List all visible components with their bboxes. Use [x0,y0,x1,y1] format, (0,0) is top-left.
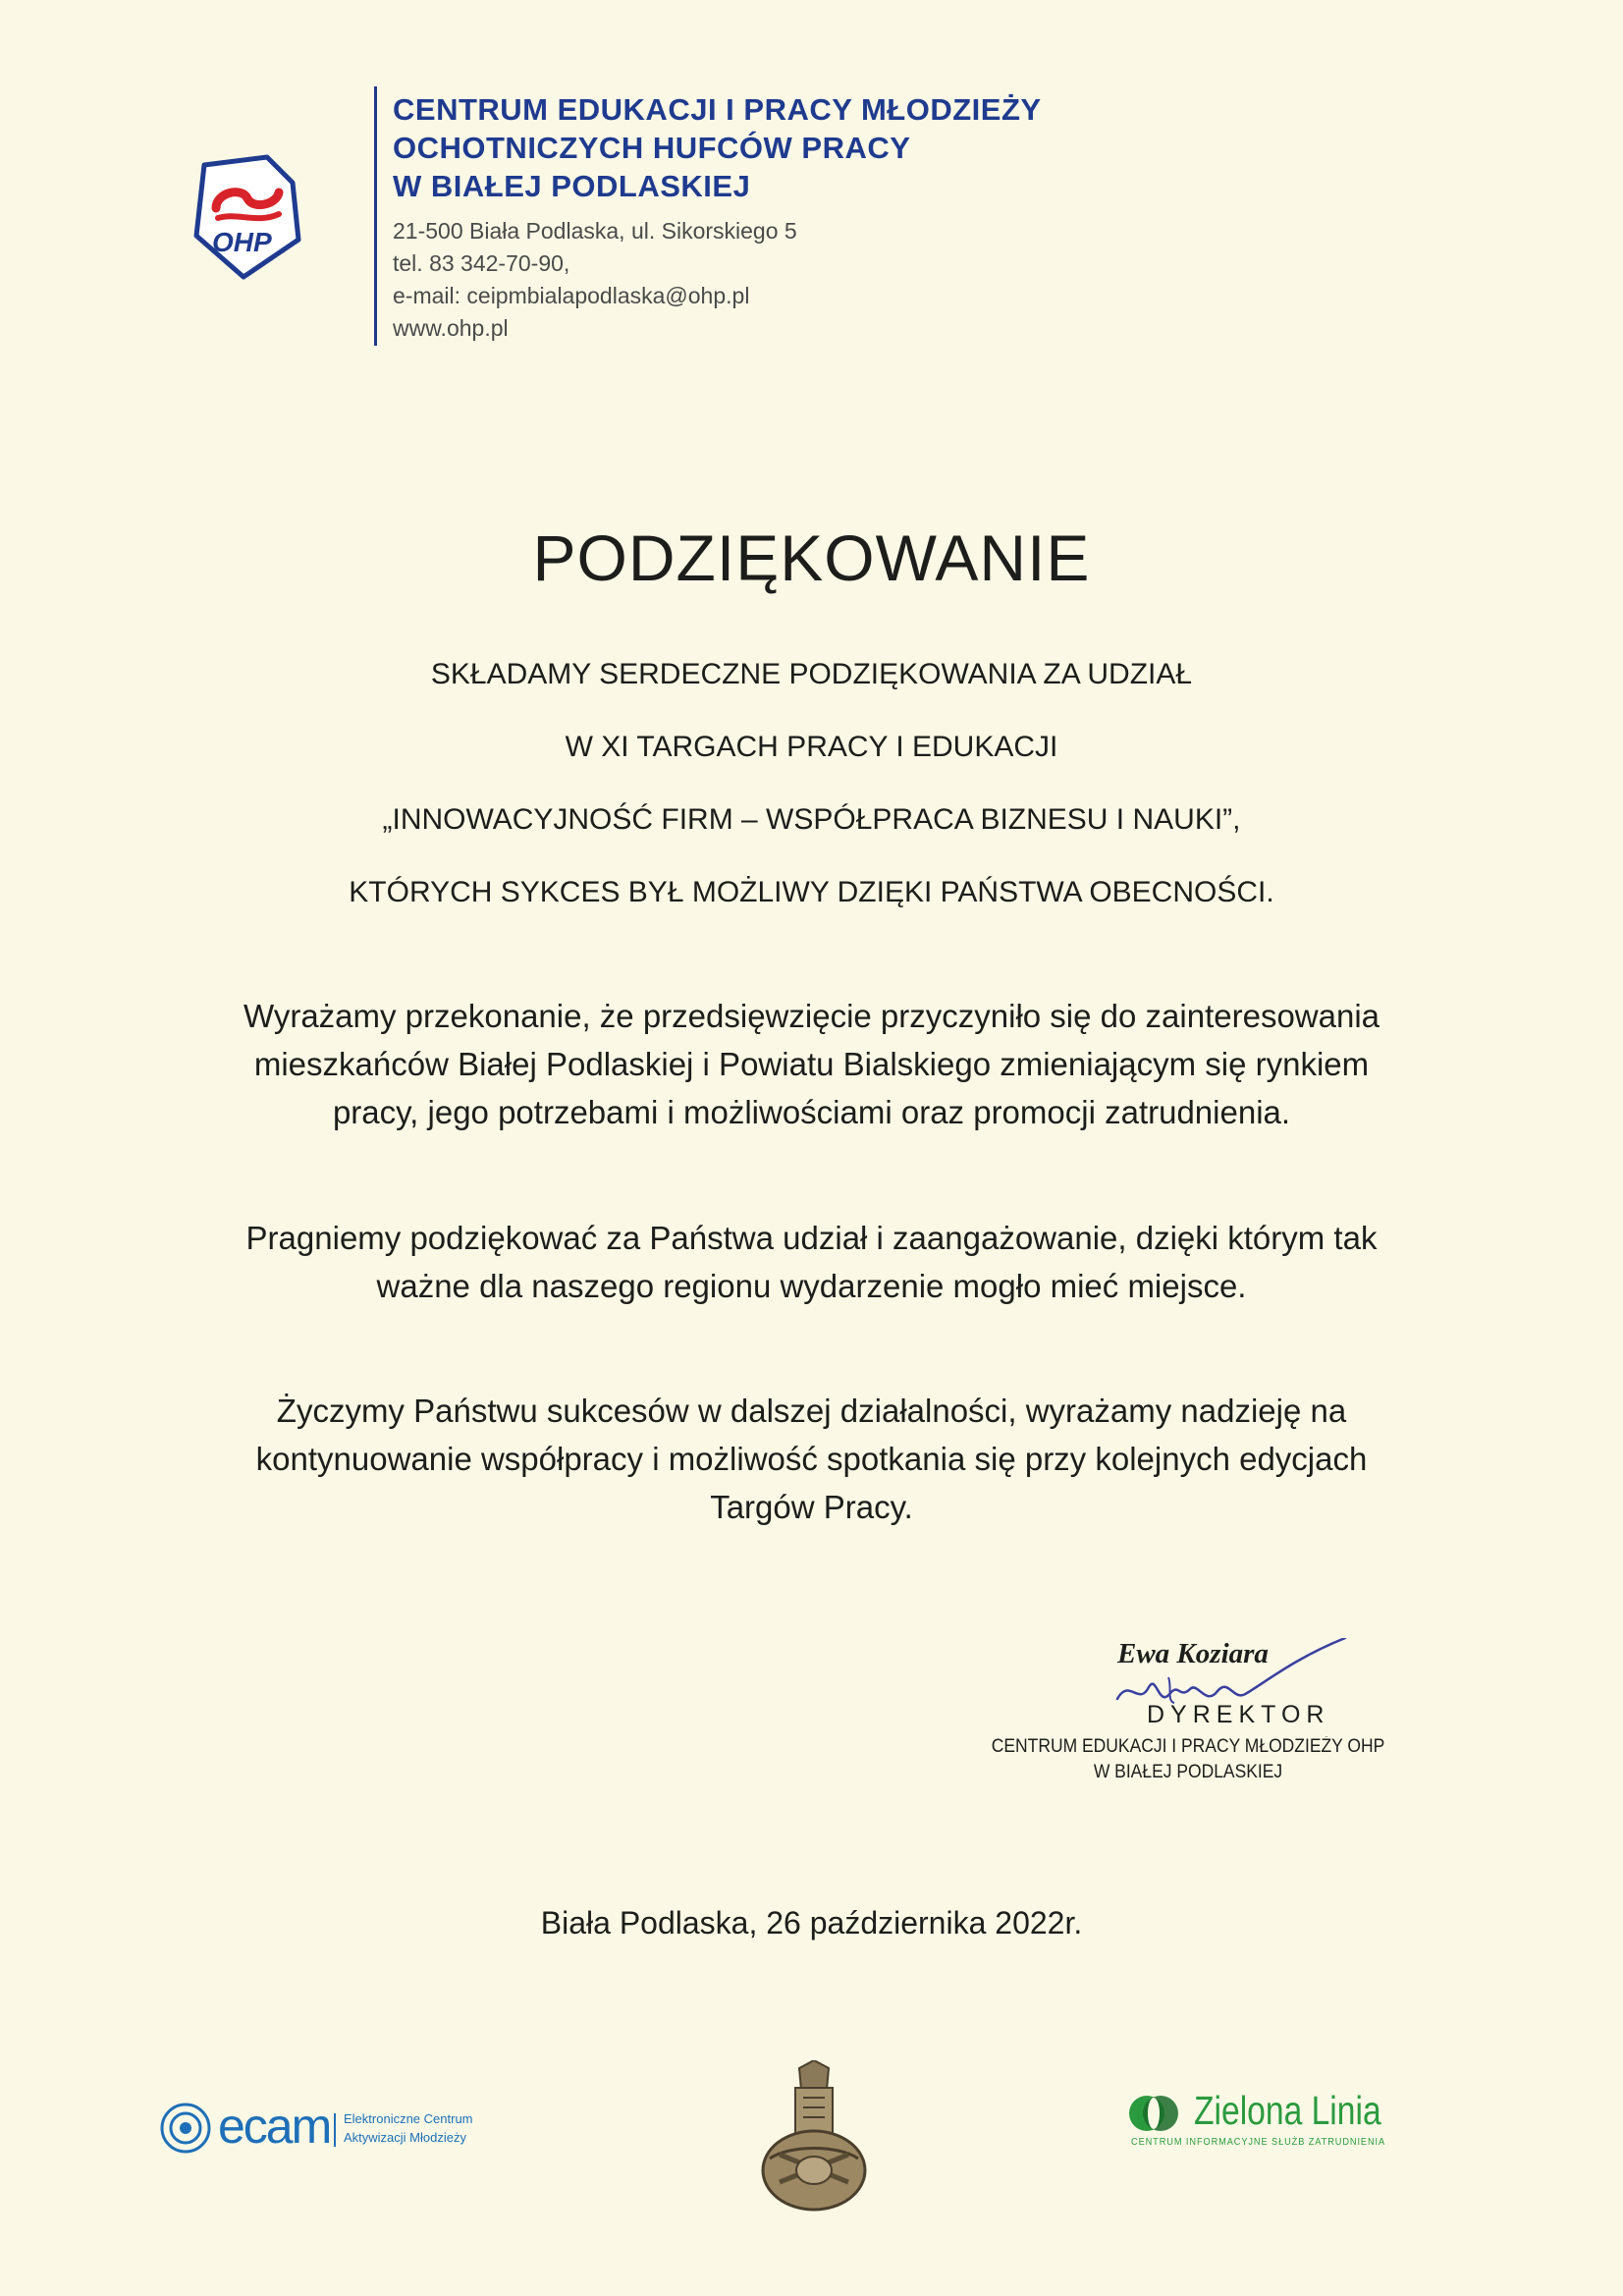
org-name-line-3: W BIAŁEJ PODLASKIEJ [393,169,751,203]
paragraph-line: Targów Pracy. [710,1489,913,1525]
signatory-org-line: W BIAŁEJ PODLASKIEJ [1093,1762,1283,1782]
intro-line: SKŁADAMY SERDECZNE PODZIĘKOWANIA ZA UDZIAŁ [430,658,1193,690]
signatory-org-line: CENTRUM EDUKACJI I PRACY MŁODZIEŻY OHP [991,1736,1385,1757]
paragraph-line: pracy, jego potrzebami i możliwościami oraz promocji zatrudnienia. [332,1094,1291,1130]
zielona-linia-wordmark: Zielona Linia [1194,2088,1381,2133]
ohp-badge-emblem-icon [750,2060,878,2217]
ecam-wordmark: ecam [218,2099,331,2154]
signatory-name: Ewa Koziara [1117,1638,1269,1669]
zielona-linia-description: CENTRUM INFORMACYJNE SŁUŻB ZATRUDNIENIA [1131,2137,1386,2148]
document-title: PODZIĘKOWANIE [532,521,1091,594]
paragraph-line: kontynuowanie współpracy i możliwość spotkania się przy kolejnych edycjach [255,1441,1368,1477]
org-name-line-2: OCHOTNICZYCH HUFCÓW PRACY [393,131,911,165]
paragraph-line: ważne dla naszego regionu wydarzenie mogło mieć miejsce. [376,1268,1247,1304]
paragraph-2 [177,1214,1446,1310]
signatory-role: DYREKTOR [1147,1701,1330,1728]
signatory-org [990,1734,1387,1785]
paragraph-line: Wyrażamy przekonanie, że przedsięwzięcie przyczyniło się do zainteresowania [243,998,1380,1034]
intro-block [0,638,1623,929]
ecam-swirl-icon [157,2100,214,2157]
ecam-divider [334,2113,336,2147]
ohp-logo-icon [183,153,312,283]
ecam-logo [157,2094,491,2162]
intro-line: W XI TARGACH PRACY I EDUKACJI [565,731,1058,763]
org-website: www.ohp.pl [393,315,509,341]
ecam-description [344,2109,473,2147]
org-name-line-1: CENTRUM EDUKACJI I PRACY MŁODZIEŻY [393,92,1042,127]
paragraph-line: Życzymy Państwu sukcesów w dalszej działalności, wyrażamy nadzieję na [276,1393,1347,1429]
ecam-desc-line: Aktywizacji Młodzieży [344,2130,466,2145]
org-address: 21-500 Biała Podlaska, ul. Sikorskiego 5 [393,218,797,244]
intro-line: KTÓRYCH SYKCES BYŁ MOŻLIWY DZIĘKI PAŃSTWA OBECNOŚCI. [349,876,1274,908]
place-and-date: Biała Podlaska, 26 października 2022r. [540,1905,1083,1941]
intro-line: „INNOWACYJNOŚĆ FIRM – WSPÓŁPRACA BIZNESU I NAUKI”, [382,803,1241,836]
paragraph-1 [177,992,1446,1136]
ecam-desc-line: Elektroniczne Centrum [344,2111,473,2126]
header-divider [374,86,377,346]
zielona-linia-leaf-icon [1127,2094,1184,2133]
org-email: e-mail: ceipmbialapodlaska@ohp.pl [393,283,750,308]
ohp-logo-text: OHP [212,227,272,257]
header-org-block [393,90,1042,345]
paragraph-3 [177,1387,1446,1531]
zielona-linia-logo [1127,2086,1386,2155]
paragraph-line: mieszkańców Białej Podlaskiej i Powiatu Bialskiego zmieniającym się rynkiem [253,1046,1370,1082]
paragraph-line: Pragniemy podziękować za Państwa udział i zaangażowanie, dzięki którym tak [245,1220,1378,1256]
org-phone: tel. 83 342-70-90, [393,250,570,276]
